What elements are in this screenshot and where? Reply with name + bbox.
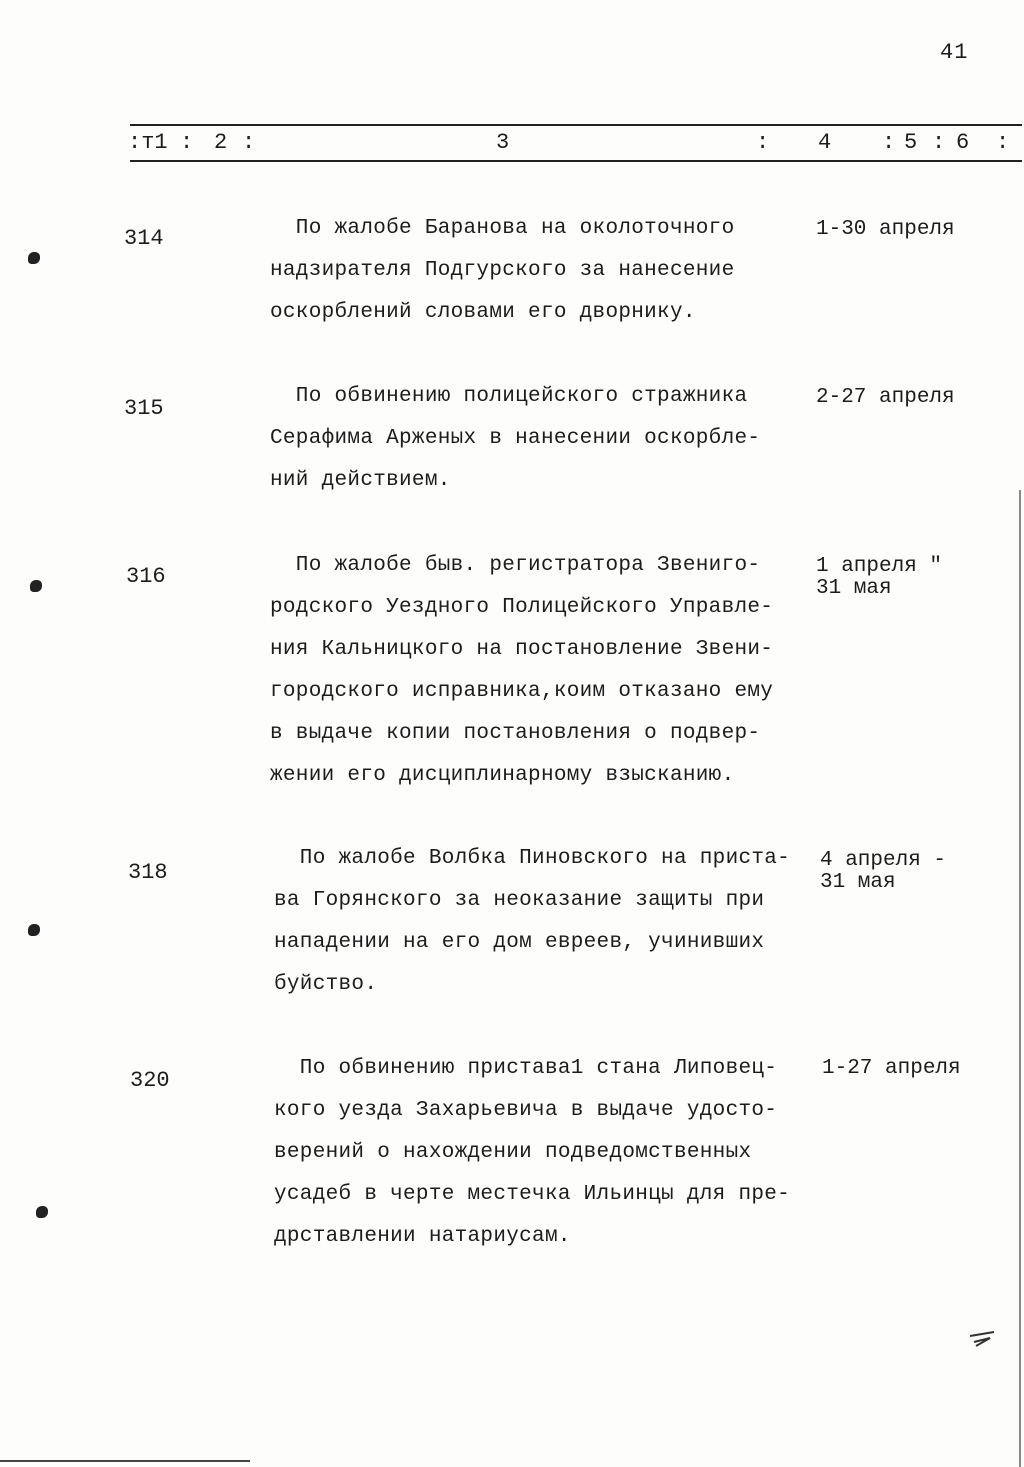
- row-description-line: кого уезда Захарьевича в выдаче удосто-: [274, 1099, 778, 1122]
- page-number: 41: [940, 40, 969, 65]
- header-col3: 3: [496, 130, 510, 155]
- row-description-line: По жалобе Волбка Пиновского на приста-: [274, 847, 791, 870]
- row-description-line: ний действием.: [270, 469, 451, 492]
- header-sep6: :: [996, 130, 1010, 155]
- row-date: [820, 850, 1020, 894]
- row-date: [816, 556, 1016, 600]
- row-description-line: в выдаче копии постановления о подвер-: [270, 722, 761, 745]
- row-description-line: надзирателя Подгурского за нанесение: [270, 259, 735, 282]
- header-sep5: :: [932, 130, 946, 155]
- punch-hole-mark: [36, 1206, 48, 1218]
- row-description: [270, 545, 790, 797]
- row-description-line: усадеб в черте местечка Ильинцы для пре-: [274, 1183, 791, 1206]
- row-date-line: 4 апреля -: [820, 849, 947, 872]
- row-description-line: нападении на его дом евреев, учинивших: [274, 931, 765, 954]
- header-col4: 4: [818, 130, 832, 155]
- header-sep1: :: [180, 130, 194, 155]
- row-number: 318: [128, 860, 168, 885]
- row-description-line: По жалобе Баранова на околоточного: [270, 217, 735, 240]
- row-description-line: городского исправника,коим отказано ему: [270, 680, 774, 703]
- header-col1: :т1: [128, 130, 168, 155]
- header-rule-top: [130, 124, 1022, 126]
- row-number: 314: [124, 226, 164, 251]
- row-date: [816, 219, 1016, 241]
- header-col2: 2: [214, 130, 228, 155]
- header-sep2: :: [242, 130, 256, 155]
- row-description: [270, 376, 790, 502]
- row-description-line: верений о нахождении подведомственных: [274, 1141, 752, 1164]
- row-date-line: 1 апреля ": [816, 555, 943, 578]
- header-sep3: :: [756, 130, 770, 155]
- row-description-line: дрставлении натариусам.: [274, 1225, 571, 1248]
- row-date-line: 2-27 апреля: [816, 386, 955, 409]
- page-edge-line: [1019, 490, 1021, 1467]
- row-date-line: 31 мая: [820, 871, 896, 894]
- row-description-line: По обвинению пристава1 стана Липовец-: [274, 1057, 778, 1080]
- header-col5: 5: [904, 130, 918, 155]
- punch-hole-mark: [30, 580, 42, 592]
- page-bottom-line: [0, 1460, 250, 1462]
- row-date-line: 1-27 апреля: [822, 1057, 961, 1080]
- header-col6: 6: [956, 130, 970, 155]
- row-description-line: родского Уездного Полицейского Управле-: [270, 596, 774, 619]
- row-description: [270, 208, 790, 334]
- row-description-line: ния Кальницкого на постановление Звени-: [270, 638, 774, 661]
- row-date: [822, 1058, 1022, 1080]
- row-date: [816, 387, 1016, 409]
- row-description-line: Серафима Арженых в нанесении оскорбле-: [270, 427, 761, 450]
- row-number: 316: [126, 564, 166, 589]
- punch-hole-mark: [28, 252, 40, 264]
- punch-hole-mark: [28, 924, 40, 936]
- row-number: 320: [130, 1068, 170, 1093]
- row-description-line: жении его дисциплинарному взысканию.: [270, 764, 735, 787]
- row-description-line: По обвинению полицейского стражника: [270, 385, 748, 408]
- header-sep4: :: [882, 130, 896, 155]
- pen-stroke-mark: [968, 1328, 998, 1350]
- row-description: [274, 1048, 794, 1258]
- row-date-line: 31 мая: [816, 577, 892, 600]
- row-description-line: буйство.: [274, 973, 378, 996]
- row-number: 315: [124, 396, 164, 421]
- row-date-line: 1-30 апреля: [816, 218, 955, 241]
- row-description: [274, 838, 794, 1006]
- row-description-line: По жалобе быв. регистратора Звениго-: [270, 554, 761, 577]
- row-description-line: ва Горянского за неоказание защиты при: [274, 889, 765, 912]
- row-description-line: оскорблений словами его дворнику.: [270, 301, 696, 324]
- header-rule-bottom: [130, 160, 1022, 162]
